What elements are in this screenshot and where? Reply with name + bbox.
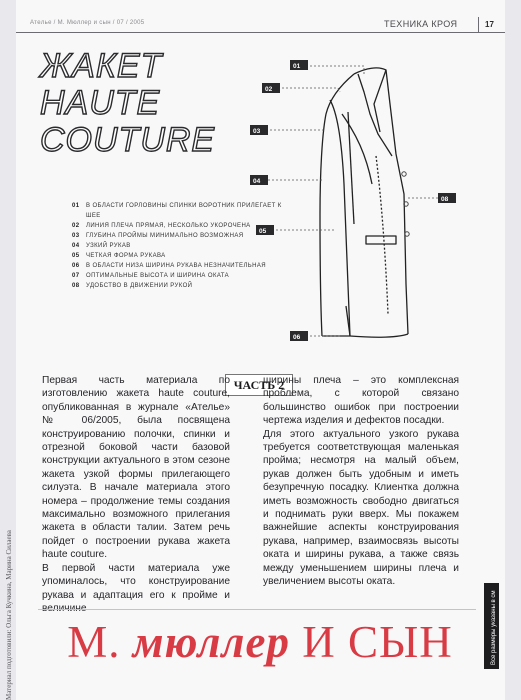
section-title: ТЕХНИКА КРОЯ	[384, 19, 458, 29]
callout-04: 04	[253, 178, 261, 185]
paragraph: ширины плеча – это комплексная проблема, с которой связано большинство ошибок при построении чертежа изделия и дефектов посадки.	[263, 375, 459, 427]
part-label: ЧАСТЬ 2	[225, 374, 293, 396]
paragraph: В первой части материала уже упоминалось, что конструирование рукава и адаптация его к пройме и величине	[42, 562, 230, 614]
page-number: 17	[478, 17, 500, 32]
feature-item: 05 ЧЕТКАЯ ФОРМА РУКАВА	[72, 253, 166, 259]
feature-item: 01 В ОБЛАСТИ ГОРЛОВИНЫ СПИНКИ ВОРОТНИК ПРИЛЕГАЕТ К ШЕЕ	[72, 203, 282, 219]
article-column-2	[263, 374, 459, 589]
feature-item: 04 УЗКИЙ РУКАВ	[72, 243, 131, 249]
brand-suffix: И СЫН	[302, 617, 453, 667]
jacket-drawing	[246, 44, 496, 374]
brand-name: мюллер	[132, 617, 290, 667]
feature-item: 07 ОПТИМАЛЬНЫЕ ВЫСОТА И ШИРИНА ОКАТА	[72, 273, 230, 279]
brand-logo	[40, 612, 480, 672]
paragraph: Для этого актуального узкого рукава требуется соответствующая маленькая пройма; несмотря на малый объем, рукав должен быть удобным и иметь безупречную посадку. Клиентка должна иметь возможность свободно двигаться и поднимать руки вверх. Мы покажем важнейшие аспекты конструирования рукава, например, взаимосвязь высоты оката и ширины рукава, а также связь между уменьшением ширины плеча и увеличением высоты оката.	[263, 428, 459, 588]
callout-05: 05	[259, 228, 267, 235]
title-line-3: COUTURE	[40, 121, 216, 159]
title-line-1: ЖАКЕТ	[40, 47, 163, 85]
units-note-tab: Все размеры указаны в см	[484, 583, 499, 669]
title-line-2: HAUTE	[40, 84, 161, 122]
brand-prefix: М.	[67, 617, 121, 667]
callout-08: 08	[441, 196, 449, 203]
callout-03: 03	[253, 128, 261, 135]
callout-leaders	[266, 66, 446, 336]
jacket-outline	[320, 68, 408, 337]
article-title	[40, 48, 240, 159]
article-column-1	[42, 374, 230, 615]
jacket-buttons	[402, 172, 409, 236]
header-rule	[16, 32, 505, 33]
paragraph: Первая часть материала по изготовлению жакета haute couture, опубликованная в журнале «Ателье» № 06/2005, была посвящена конструированию полочки, спинки и отрезной боковой части базовой конструкции актуального в этом сезоне жакета узкой формы прилегающего силуэта. В начале материала этого номера – продолжение темы создания максимально возможного прилегания жакета в области талии. Затем речь пойдет о построении рукава жакета haute couture.	[42, 375, 230, 561]
journal-info: Атeлье / М. Мюллер и сын / 07 / 2005	[30, 20, 145, 26]
callout-06: 06	[293, 334, 301, 341]
callout-01: 01	[293, 63, 301, 70]
callout-02: 02	[265, 86, 273, 93]
feature-item: 03 ГЛУБИНА ПРОЙМЫ МИНИМАЛЬНО ВОЗМОЖНАЯ	[72, 233, 244, 239]
credits-vertical: Материал подготовили: Ольга Кучкина, Марина Силаева	[5, 530, 13, 700]
feature-item: 08 УДОБСТВО В ДВИЖЕНИИ РУКОЙ	[72, 283, 193, 289]
feature-item: 06 В ОБЛАСТИ НИЗА ШИРИНА РУКАВА НЕЗНАЧИТЕЛЬНАЯ	[72, 263, 266, 269]
feature-item: 02 ЛИНИЯ ПЛЕЧА ПРЯМАЯ, НЕСКОЛЬКО УКОРОЧЕНА	[72, 223, 251, 229]
